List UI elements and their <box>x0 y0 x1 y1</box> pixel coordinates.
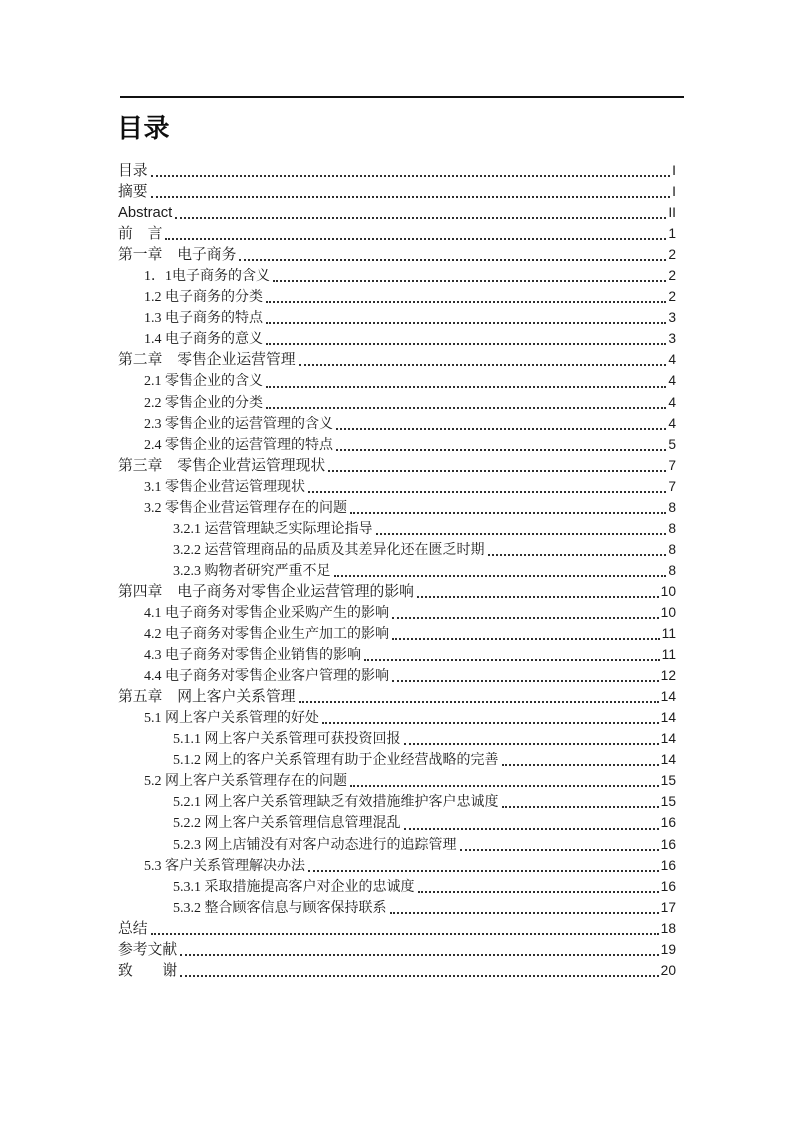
dot-leader <box>151 196 671 198</box>
toc-entry-label: 5.1.2 网上的客户关系管理有助于企业经营战略的完善 <box>173 753 499 769</box>
dot-leader <box>180 975 658 977</box>
toc-entry-label: 2.3 零售企业的运营管理的含义 <box>144 416 333 432</box>
toc-entry-label: 第二章 零售企业运营管理 <box>118 352 296 369</box>
toc-page-number: 4 <box>668 394 676 410</box>
toc-page-number: 19 <box>660 941 676 957</box>
toc-entry[interactable] <box>118 791 676 812</box>
toc-entry[interactable] <box>118 223 676 244</box>
toc-entry-label: 4.2 电子商务对零售企业生产加工的影响 <box>144 627 389 643</box>
toc-entry-label: 4.4 电子商务对零售企业客户管理的影响 <box>144 669 389 685</box>
toc-entry[interactable] <box>118 244 676 265</box>
toc-page-number: 7 <box>668 478 676 494</box>
toc-entry-label: 5.1.1 网上客户关系管理可获投资回报 <box>173 732 401 748</box>
toc-entry[interactable] <box>118 770 676 791</box>
toc-page-number: 16 <box>660 836 676 852</box>
dot-leader <box>502 764 659 766</box>
dot-leader <box>364 659 660 661</box>
toc-page-number: 12 <box>660 668 676 684</box>
toc-page-number: 3 <box>668 310 676 326</box>
toc-entry[interactable] <box>118 897 676 918</box>
toc-page-number: 2 <box>668 268 676 284</box>
toc-entry[interactable] <box>118 728 676 749</box>
toc-page-number: 16 <box>660 878 676 894</box>
toc-entry[interactable] <box>118 602 676 623</box>
toc-entry[interactable] <box>118 202 676 223</box>
toc-entry-label: 3.2.3 购物者研究严重不足 <box>173 563 331 579</box>
toc-entry-label: 1.4 电子商务的意义 <box>144 332 263 348</box>
toc-entry-label: 致 谢 <box>118 962 178 979</box>
dot-leader <box>392 680 659 682</box>
toc-page-number: 15 <box>660 794 676 810</box>
toc-page-number: 16 <box>660 857 676 873</box>
dot-leader <box>418 891 659 893</box>
toc-page-number: 7 <box>668 457 676 473</box>
toc-list <box>118 160 676 981</box>
dot-leader <box>336 428 666 430</box>
toc-page-number: 18 <box>660 920 676 936</box>
toc-page-number: I <box>672 184 676 200</box>
dot-leader <box>404 828 659 830</box>
toc-page-number: 11 <box>661 647 676 663</box>
dot-leader <box>266 322 666 324</box>
toc-entry[interactable] <box>118 812 676 833</box>
toc-entry[interactable] <box>118 476 676 497</box>
toc-entry-label: 1．1电子商务的含义 <box>144 269 270 285</box>
toc-entry-label: 第四章 电子商务对零售企业运营管理的影响 <box>118 583 414 600</box>
dot-leader <box>390 912 659 914</box>
toc-page-number: 8 <box>668 562 676 578</box>
toc-page-number: 5 <box>668 436 676 452</box>
toc-entry[interactable] <box>118 307 676 328</box>
dot-leader <box>308 870 659 872</box>
toc-page-number: 8 <box>668 520 676 536</box>
toc-entry[interactable] <box>118 581 676 602</box>
dot-leader <box>392 617 659 619</box>
dot-leader <box>404 743 659 745</box>
toc-entry[interactable] <box>118 939 676 960</box>
toc-entry-label: 参考文献 <box>118 941 178 958</box>
toc-entry-label: 摘要 <box>118 184 148 201</box>
toc-entry[interactable] <box>118 349 676 370</box>
toc-page-number: II <box>668 205 676 221</box>
dot-leader <box>299 701 659 703</box>
dot-leader <box>488 554 667 556</box>
dot-leader <box>376 533 667 535</box>
toc-entry-label: 3.2.1 运营管理缺乏实际理论指导 <box>173 521 373 537</box>
toc-page-number: 14 <box>660 710 676 726</box>
toc-entry[interactable] <box>118 644 676 665</box>
dot-leader <box>151 933 659 935</box>
toc-entry[interactable] <box>118 855 676 876</box>
dot-leader <box>417 596 659 598</box>
toc-page-number: 2 <box>668 289 676 305</box>
dot-leader <box>266 343 666 345</box>
toc-entry-label: 第五章 网上客户关系管理 <box>118 689 296 706</box>
toc-entry-label: 1.2 电子商务的分类 <box>144 290 263 306</box>
toc-page-number: 14 <box>660 731 676 747</box>
toc-entry-label: 1.3 电子商务的特点 <box>144 311 263 327</box>
toc-entry-label: 4.1 电子商务对零售企业采购产生的影响 <box>144 605 389 621</box>
toc-entry[interactable] <box>118 497 676 518</box>
toc-page-number: 4 <box>668 415 676 431</box>
toc-entry-label: 5.2.2 网上客户关系管理信息管理混乱 <box>173 816 401 832</box>
dot-leader <box>266 301 666 303</box>
toc-page-number: 2 <box>668 247 676 263</box>
dot-leader <box>392 638 660 640</box>
dot-leader <box>266 407 666 409</box>
toc-entry-label: 3.2.2 运营管理商品的品质及其差异化还在匮乏时期 <box>173 542 485 558</box>
toc-entry-label: 5.3.1 采取措施提高客户对企业的忠诚度 <box>173 879 415 895</box>
toc-entry[interactable] <box>118 665 676 686</box>
toc-entry[interactable] <box>118 434 676 455</box>
toc-entry-label: 5.2 网上客户关系管理存在的问题 <box>144 774 347 790</box>
toc-entry-label: 前 言 <box>118 226 163 243</box>
toc-entry-label: 4.3 电子商务对零售企业销售的影响 <box>144 648 361 664</box>
toc-entry[interactable] <box>118 286 676 307</box>
toc-page-number: 4 <box>668 373 676 389</box>
toc-entry[interactable] <box>118 960 676 981</box>
toc-entry[interactable] <box>118 539 676 560</box>
toc-entry-label: 第三章 零售企业营运管理现状 <box>118 457 326 474</box>
toc-entry[interactable] <box>118 518 676 539</box>
toc-entry[interactable] <box>118 623 676 644</box>
dot-leader <box>266 386 666 388</box>
toc-entry[interactable] <box>118 328 676 349</box>
toc-page-number: 14 <box>660 689 676 705</box>
toc-entry[interactable] <box>118 707 676 728</box>
toc-entry-label: 3.1 零售企业营运管理现状 <box>144 479 305 495</box>
toc-entry[interactable] <box>118 749 676 770</box>
toc-entry[interactable] <box>118 160 676 181</box>
toc-entry-label: 5.3 客户关系管理解决办法 <box>144 858 305 874</box>
dot-leader <box>350 512 666 514</box>
toc-page-number: 20 <box>660 962 676 978</box>
dot-leader <box>175 217 666 219</box>
toc-entry-label: 第一章 电子商务 <box>118 247 237 264</box>
toc-entry[interactable] <box>118 686 676 707</box>
toc-page-number: 8 <box>668 541 676 557</box>
toc-page-number: 10 <box>660 604 676 620</box>
toc-entry[interactable] <box>118 413 676 434</box>
dot-leader <box>299 364 667 366</box>
toc-entry-label: Abstract <box>118 205 173 222</box>
dot-leader <box>180 954 658 956</box>
toc-entry-label: 总结 <box>118 920 148 937</box>
toc-page-number: 15 <box>660 773 676 789</box>
toc-entry[interactable] <box>118 181 676 202</box>
dot-leader <box>460 849 659 851</box>
header-rule <box>120 96 684 98</box>
toc-entry[interactable] <box>118 834 676 855</box>
toc-page-number: 17 <box>660 899 676 915</box>
dot-leader <box>239 259 666 261</box>
dot-leader <box>165 238 666 240</box>
toc-heading: 目录 <box>117 113 171 143</box>
toc-entry[interactable] <box>118 392 676 413</box>
toc-page-number: 8 <box>668 499 676 515</box>
toc-entry-label: 2.2 零售企业的分类 <box>144 395 263 411</box>
toc-page-number: 14 <box>660 752 676 768</box>
toc-entry[interactable] <box>118 560 676 581</box>
toc-entry-label: 5.1 网上客户关系管理的好处 <box>144 711 319 727</box>
toc-entry-label: 目录 <box>118 163 148 179</box>
toc-entry-label: 5.2.3 网上店铺没有对客户动态进行的追踪管理 <box>173 837 457 853</box>
dot-leader <box>273 280 666 282</box>
toc-page-number: 11 <box>661 626 676 642</box>
toc-page-number: 10 <box>660 583 676 599</box>
toc-page-number: 4 <box>668 352 676 368</box>
toc-page-number: 3 <box>668 331 676 347</box>
dot-leader <box>336 449 666 451</box>
toc-page-number: 1 <box>668 226 676 242</box>
toc-entry-label: 5.3.2 整合顾客信息与顾客保持联系 <box>173 900 387 916</box>
toc-entry-label: 2.1 零售企业的含义 <box>144 374 263 390</box>
dot-leader <box>502 806 659 808</box>
toc-entry[interactable] <box>118 876 676 897</box>
toc-entry-label: 3.2 零售企业营运管理存在的问题 <box>144 500 347 516</box>
toc-entry[interactable] <box>118 455 676 476</box>
dot-leader <box>334 575 667 577</box>
dot-leader <box>151 175 671 177</box>
toc-entry-label: 2.4 零售企业的运营管理的特点 <box>144 437 333 453</box>
toc-page-number: 16 <box>660 815 676 831</box>
dot-leader <box>328 470 666 472</box>
dot-leader <box>308 491 666 493</box>
dot-leader <box>322 722 659 724</box>
dot-leader <box>350 785 659 787</box>
toc-entry[interactable] <box>118 370 676 391</box>
toc-page-number: I <box>672 163 676 178</box>
toc-entry[interactable] <box>118 265 676 286</box>
toc-entry[interactable] <box>118 918 676 939</box>
toc-entry-label: 5.2.1 网上客户关系管理缺乏有效措施维护客户忠诚度 <box>173 795 499 811</box>
